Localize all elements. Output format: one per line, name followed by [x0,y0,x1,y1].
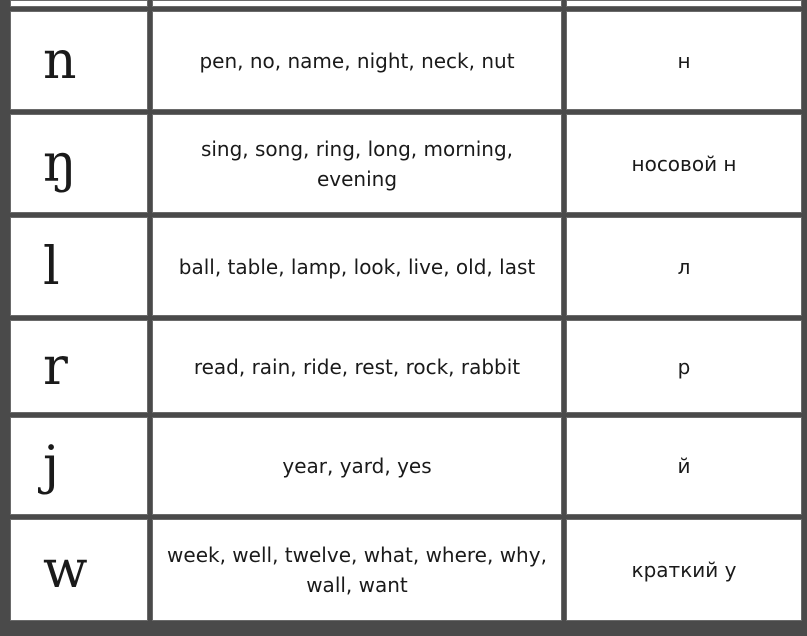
table-cell-partial [566,0,802,7]
russian-cell: краткий у [566,519,802,621]
russian-cell: р [566,320,802,413]
examples-cell: pen, no, name, night, neck, nut [152,11,562,110]
table-cell-partial [152,0,562,7]
russian-cell: л [566,217,802,316]
table-cell-partial [10,0,148,7]
russian-cell: носовой н [566,114,802,213]
symbol-cell: ŋ [10,114,148,213]
symbol-cell: j [10,417,148,515]
examples-cell: ball, table, lamp, look, live, old, last [152,217,562,316]
examples-cell: read, rain, ride, rest, rock, rabbit [152,320,562,413]
russian-cell: й [566,417,802,515]
symbol-cell: l [10,217,148,316]
symbol-cell: w [10,519,148,621]
examples-cell: year, yard, yes [152,417,562,515]
symbol-cell: n [10,11,148,110]
examples-cell: week, well, twelve, what, where, why, wall, want [152,519,562,621]
russian-cell: н [566,11,802,110]
symbol-cell: r [10,320,148,413]
examples-cell: sing, song, ring, long, morning, evening [152,114,562,213]
